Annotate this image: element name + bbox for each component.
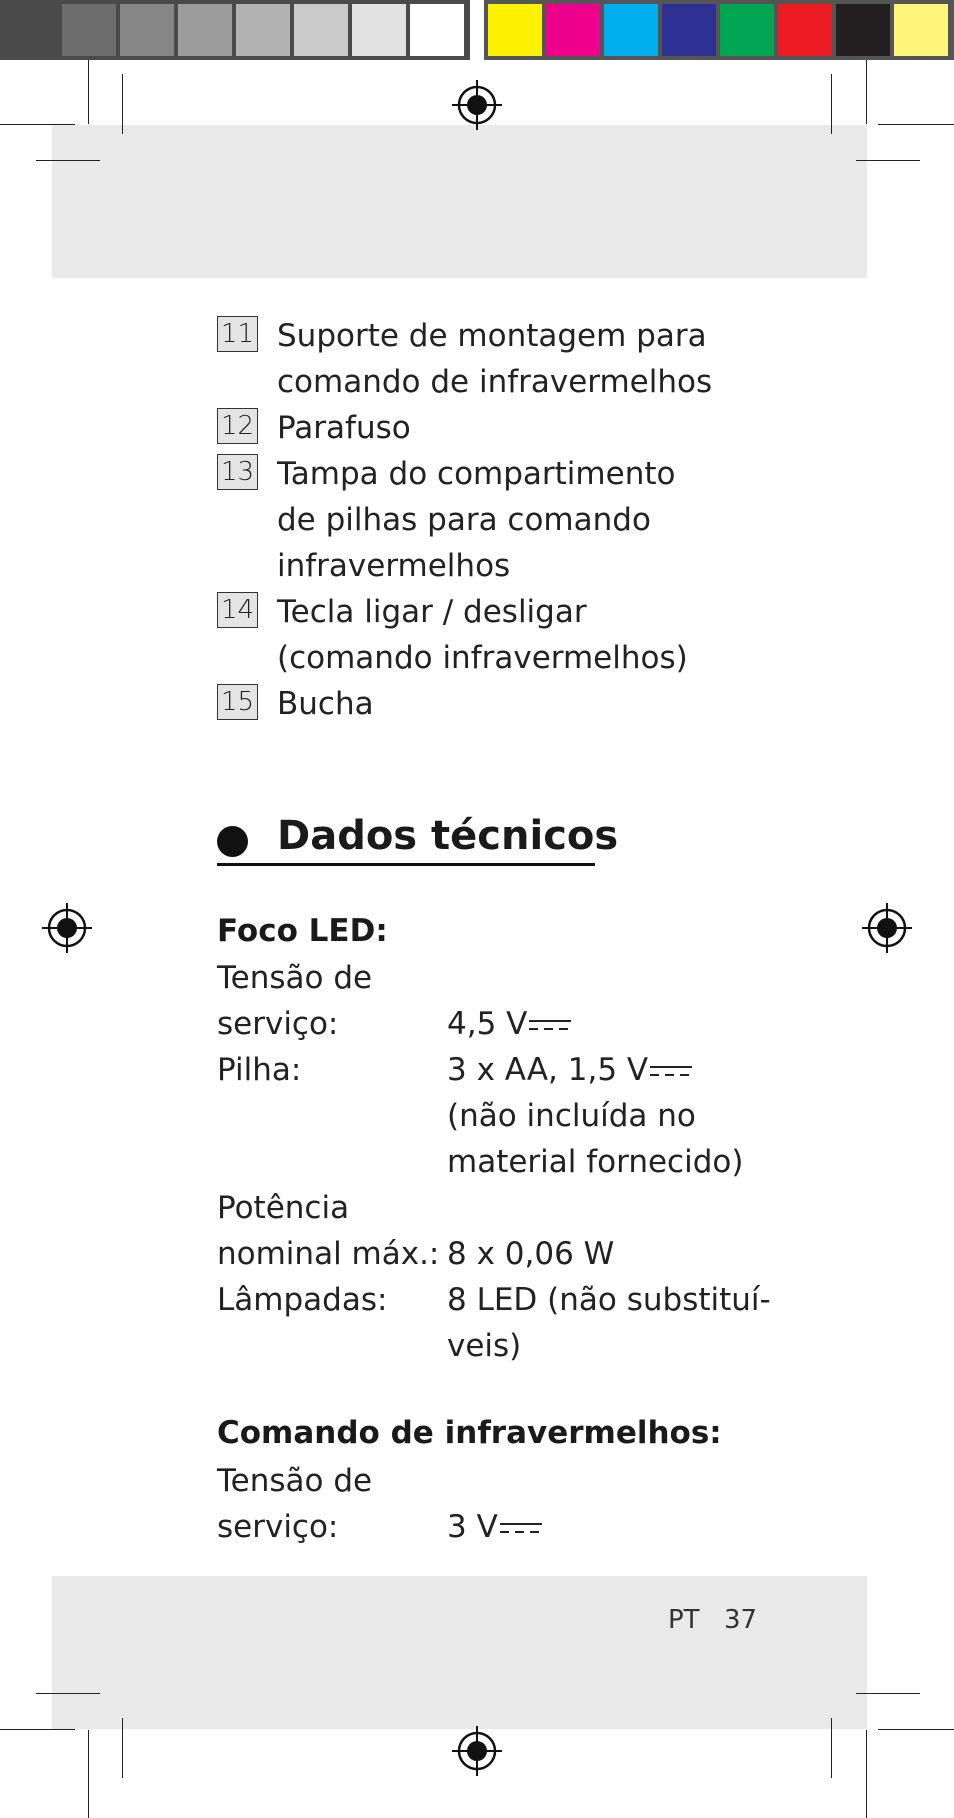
item-line: de pilhas para comando (277, 502, 651, 538)
remote-heading: Comando de infravermelhos: (217, 1415, 722, 1451)
cmyk-color-bar (484, 0, 954, 60)
item-line: Suporte de montagem para (277, 318, 707, 354)
color-swatch (778, 4, 832, 56)
remote-voltage-label: serviço: (217, 1509, 339, 1545)
header-band (52, 125, 867, 278)
color-swatch (352, 4, 406, 56)
color-swatch (62, 4, 116, 56)
item-number: 12 (217, 408, 258, 444)
color-swatch (294, 4, 348, 56)
battery-note: (não incluída no (447, 1098, 696, 1134)
color-swatch (836, 4, 890, 56)
footer-band (52, 1576, 867, 1729)
dc-symbol-icon (650, 1062, 692, 1082)
color-swatch (410, 4, 464, 56)
lamps-value: veis) (447, 1328, 522, 1364)
battery-label: Pilha: (217, 1052, 302, 1088)
language-code: PT (668, 1605, 700, 1635)
item-line: Bucha (277, 686, 374, 722)
remote-voltage-value (447, 1504, 542, 1550)
bullet-icon (217, 826, 248, 857)
power-label: Potência (217, 1190, 350, 1226)
battery-value (447, 1047, 692, 1093)
remote-voltage-label: Tensão de (217, 1463, 373, 1499)
color-swatch (4, 4, 58, 56)
dc-symbol-icon (529, 1016, 571, 1036)
voltage-value-text: 4,5 V (447, 1006, 528, 1042)
item-number: 15 (217, 684, 258, 720)
item-text (277, 451, 675, 589)
power-label: nominal máx.: (217, 1236, 440, 1272)
battery-note: material fornecido) (447, 1144, 744, 1180)
item-line: infravermelhos (277, 548, 511, 584)
item-number: 13 (217, 454, 258, 490)
color-swatch (604, 4, 658, 56)
color-swatch (236, 4, 290, 56)
registration-mark-bottom-icon (452, 1726, 502, 1776)
color-swatch (120, 4, 174, 56)
battery-value-text: 3 x AA, 1,5 V (447, 1052, 649, 1088)
color-swatch (178, 4, 232, 56)
color-swatch (720, 4, 774, 56)
registration-mark-right-icon (862, 903, 912, 953)
registration-mark-top-icon (452, 80, 502, 130)
item-text (277, 313, 712, 405)
item-text (277, 681, 374, 727)
led-spot-heading: Foco LED: (217, 913, 388, 949)
remote-voltage-value-text: 3 V (447, 1509, 498, 1545)
voltage-value (447, 1001, 571, 1047)
color-swatch (488, 4, 542, 56)
item-line: (comando infravermelhos) (277, 640, 688, 676)
item-line: Tecla ligar / desligar (277, 594, 587, 630)
item-text (277, 405, 411, 451)
voltage-label: serviço: (217, 1006, 339, 1042)
item-line: Parafuso (277, 410, 411, 446)
grayscale-color-bar (0, 0, 470, 60)
page-number: 37 (724, 1605, 758, 1635)
heading-underline (217, 863, 595, 866)
item-number: 11 (217, 316, 258, 352)
section-title: Dados técnicos (277, 813, 619, 859)
item-line: Tampa do compartimento (277, 456, 676, 492)
item-number: 14 (217, 592, 258, 628)
color-swatch (662, 4, 716, 56)
color-swatch (546, 4, 600, 56)
lamps-label: Lâmpadas: (217, 1282, 388, 1318)
item-line: comando de infravermelhos (277, 364, 713, 400)
registration-mark-left-icon (42, 903, 92, 953)
dc-symbol-icon (500, 1519, 542, 1539)
power-value: 8 x 0,06 W (447, 1236, 615, 1272)
color-swatch (894, 4, 948, 56)
lamps-value: 8 LED (não substituí- (447, 1282, 771, 1318)
item-text (277, 589, 688, 681)
voltage-label: Tensão de (217, 960, 373, 996)
